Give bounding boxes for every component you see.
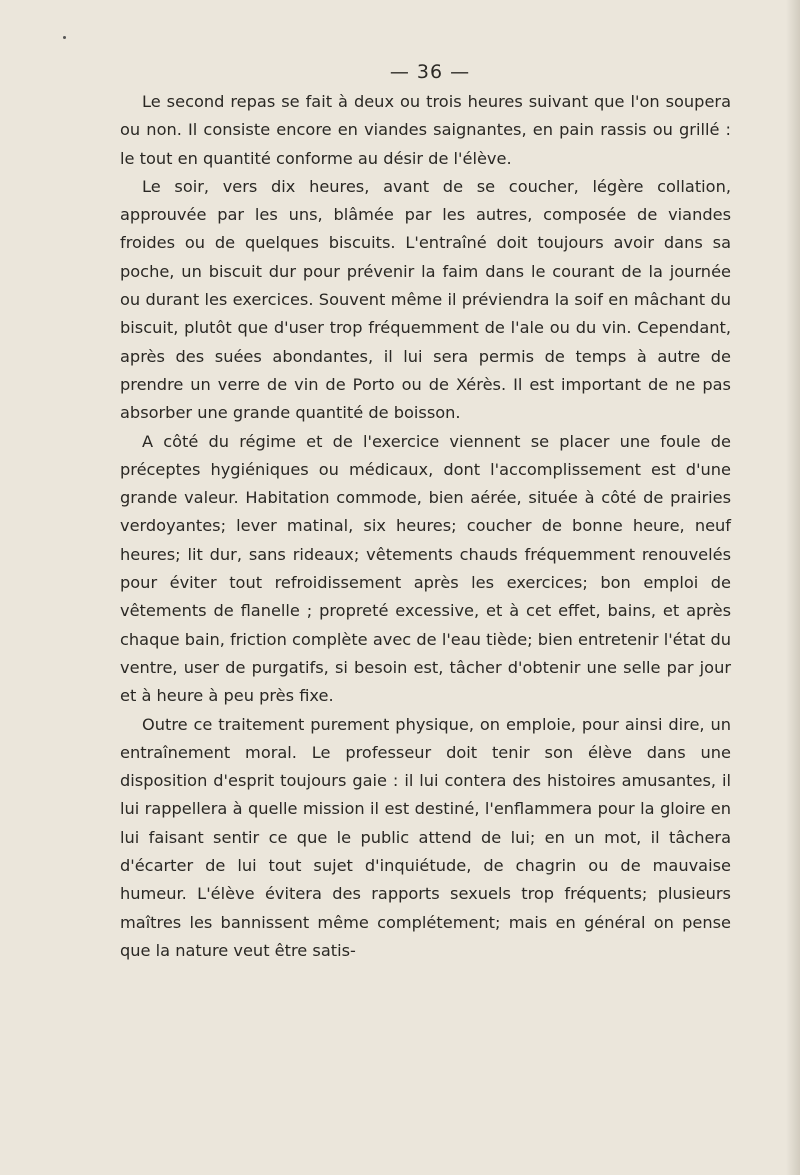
body-text — [120, 88, 731, 965]
paragraph-3: A côté du régime et de l'exercice viennent se placer une foule de préceptes hygiéniques ou médicaux, dont l'accomplissement est d'une grande valeur. Habitation commode, bien aérée, située à côté de prairies verdoyantes; lever matinal, six heures; coucher de bonne heure, neuf heures; lit dur, sans rideaux; vêtements chauds fréquemment renouvelés pour éviter tout refroidissement après les exercices; bon emploi de vêtements de flanelle ; propreté excessive, et à cet effet, bains, et après chaque bain, friction complète avec de l'eau tiède; bien entretenir l'état du ventre, user de purgatifs, si besoin est, tâcher d'obtenir une selle par jour et à heure à peu près fixe. — [120, 431, 731, 706]
page-edge-shadow — [786, 0, 800, 1175]
page-number: — 36 — — [389, 61, 471, 83]
paragraph-4: Outre ce traitement purement physique, on emploie, pour ainsi dire, un entraînement moral. Le professeur doit tenir son élève dans une disposition d'esprit toujours gaie : il lui contera des histoires amusantes, il lui rappellera à quelle mission il est destiné, l'enflammera pour la gloire en lui faisant sentir ce que le public attend de lui; en un mot, il tâchera d'écarter de lui tout sujet d'inquiétude, de chagrin ou de mauvaise humeur. L'élève évitera des rapports sexuels trop fréquents; plusieurs maîtres les bannissent même complétement; mais en général on pense que la nature veut être satis- — [120, 714, 731, 960]
print-speck — [63, 36, 66, 39]
paragraph-2: Le soir, vers dix heures, avant de se coucher, légère collation, approuvée par les uns, blâmée par les autres, composée de viandes froides ou de quelques biscuits. L'entraîné doit toujours avoir dans sa poche, un biscuit dur pour prévenir la faim dans le courant de la journée ou durant les exercices. Souvent même il préviendra la soif en mâchant du biscuit, plutôt que d'user trop fréquemment de l'ale ou du vin. Cependant, après des suées abondantes, il lui sera permis de temps à autre de prendre un verre de vin de Porto ou de Xérès. Il est important de ne pas absorber une grande quantité de boisson. — [120, 176, 731, 423]
paragraph-1: Le second repas se fait à deux ou trois heures suivant que l'on soupera ou non. Il consiste encore en viandes saignantes, en pain rassis ou grillé : le tout en quantité conforme au désir de l'élève. — [120, 92, 731, 168]
